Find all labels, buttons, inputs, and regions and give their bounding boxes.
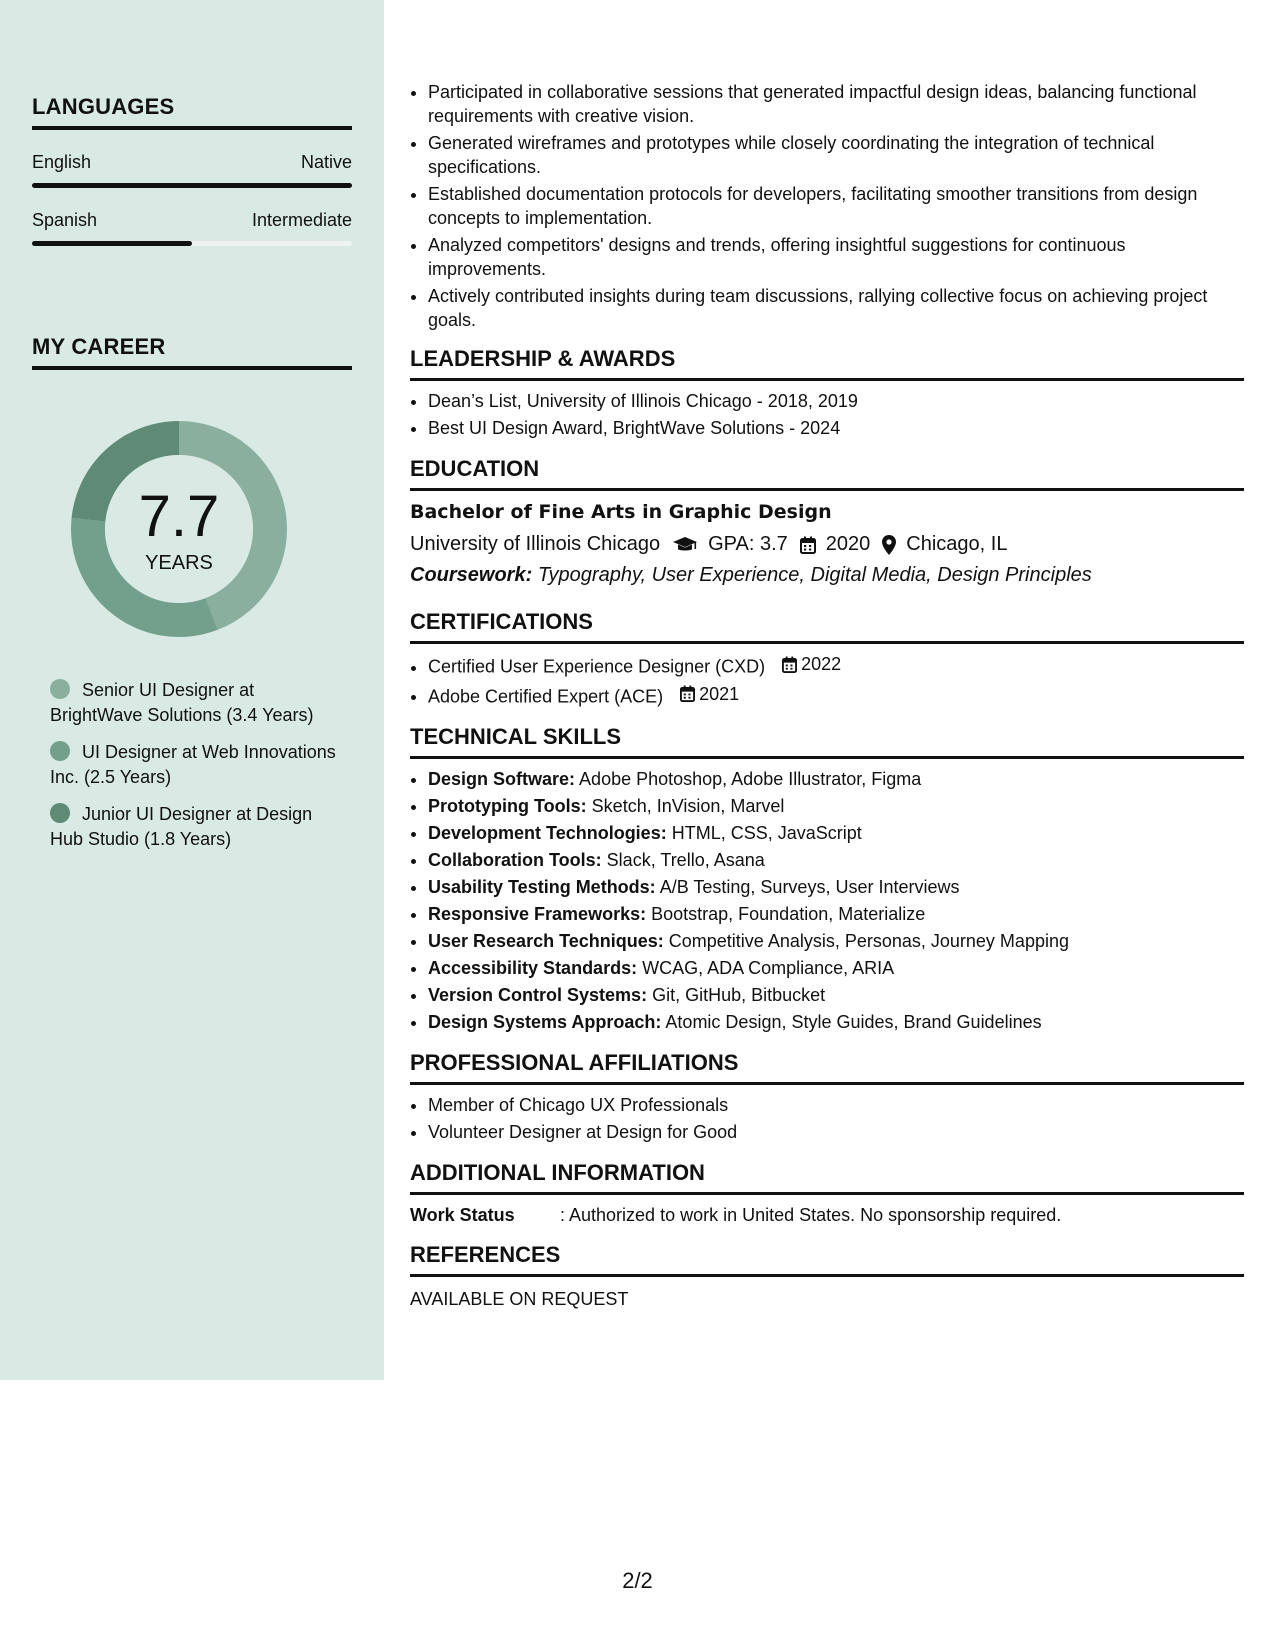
skill-label: Usability Testing Methods: [428,877,656,897]
skill-value: Atomic Design, Style Guides, Brand Guidelines [665,1012,1042,1032]
leadership-heading: LEADERSHIP & AWARDS [410,346,1244,381]
career-donut-chart [66,416,292,642]
language-level: Native [300,152,352,172]
experience-bullet: • Participated in collaborative sessions that generated impactful design ideas, balancing functional requirements with creative vision. [428,80,1244,128]
education-school: University of Illinois Chicago [410,533,661,555]
affiliations-heading: PROFESSIONAL AFFILIATIONS [410,1050,1244,1085]
certification-year: 2022 [801,654,842,674]
skill-label: Responsive Frameworks: [428,904,647,924]
affiliations-section [410,1050,1244,1144]
skills-section [410,724,1244,1034]
skill-value: Git, GitHub, Bitbucket [652,985,826,1005]
additional-info-section [410,1160,1244,1226]
career-legend-item [50,802,350,852]
language-level: Intermediate [251,210,352,230]
skill-value: Bootstrap, Foundation, Materialize [651,904,926,924]
main-content [410,80,1244,1310]
career-legend [50,678,350,864]
certification-name: Certified User Experience Designer (CXD) [428,656,766,677]
leadership-item: • Best UI Design Award, BrightWave Solutions - 2024 [428,416,1244,440]
references-section [410,1242,1244,1310]
location-pin-icon [882,535,896,555]
certification-item [428,652,1244,679]
career-legend-text: Junior UI Designer at Design Hub Studio (1.8 Years) [50,804,313,849]
education-gpa: GPA: 3.7 [708,533,788,555]
skill-item [428,1010,1244,1034]
career-total-unit: YEARS [145,551,213,574]
education-coursework [410,564,1244,587]
work-status-value: : Authorized to work in United States. No sponsorship required. [560,1205,1062,1225]
skills-heading: TECHNICAL SKILLS [410,724,1244,759]
career-legend-item [50,678,350,728]
affiliation-item: • Member of Chicago UX Professionals [428,1093,1244,1117]
language-proficiency-bar [32,241,352,246]
skill-label: Design Software: [428,769,576,789]
work-status-row [410,1205,1244,1226]
skill-label: Prototyping Tools: [428,796,587,816]
experience-bullet: • Established documentation protocols for developers, facilitating smoother transitions from design concepts to implementation. [428,182,1244,230]
legend-dot-icon [50,803,70,823]
career-heading: MY CAREER [32,334,352,370]
certifications-heading: CERTIFICATIONS [410,609,1244,644]
education-details [410,533,1244,556]
skill-label: Development Technologies: [428,823,667,843]
page-number: 2/2 [622,1568,653,1593]
skill-value: WCAG, ADA Compliance, ARIA [642,958,895,978]
certification-year: 2021 [699,683,740,704]
language-name: Spanish [32,210,98,230]
career-legend-item [50,740,350,790]
skill-label: Collaboration Tools: [428,850,602,870]
education-year: 2020 [825,533,871,555]
languages-section [32,94,352,246]
skill-label: Design Systems Approach: [428,1012,662,1032]
skill-label: Accessibility Standards: [428,958,638,978]
skill-value: HTML, CSS, JavaScript [671,823,862,843]
language-name: English [32,152,92,172]
coursework-label: Coursework: [410,564,533,586]
education-section [410,456,1244,587]
affiliation-item: • Volunteer Designer at Design for Good [428,1120,1244,1144]
skill-item [428,929,1244,953]
experience-bullet: • Generated wireframes and prototypes while closely coordinating the integration of technical specifications. [428,131,1244,179]
career-legend-text: Senior UI Designer at BrightWave Solutions (3.4 Years) [50,680,314,725]
career-legend-text: UI Designer at Web Innovations Inc. (2.5 Years) [50,742,336,787]
education-heading: EDUCATION [410,456,1244,491]
skill-label: User Research Techniques: [428,931,664,951]
skill-item [428,956,1244,980]
donut-center [66,416,292,642]
skill-item [428,794,1244,818]
skill-value: A/B Testing, Surveys, User Interviews [659,877,960,897]
language-item [32,210,352,246]
legend-dot-icon [50,741,70,761]
additional-info-heading: ADDITIONAL INFORMATION [410,1160,1244,1195]
skill-value: Slack, Trello, Asana [606,850,765,870]
experience-bullet: • Actively contributed insights during team discussions, rallying collective focus on achieving project goals. [428,284,1244,332]
language-proficiency-bar [32,183,352,188]
education-degree: Bachelor of Fine Arts in Graphic Design [410,501,832,523]
skill-label: Version Control Systems: [428,985,648,1005]
certification-name: Adobe Certified Expert (ACE) [428,686,664,706]
references-text: AVAILABLE ON REQUEST [410,1289,629,1309]
calendar-icon [680,685,695,702]
skill-item [428,902,1244,926]
coursework-value: Typography, User Experience, Digital Media, Design Principles [537,564,1092,586]
leadership-section [410,346,1244,440]
certifications-section [410,609,1244,708]
certification-item [428,682,1244,709]
skill-value: Competitive Analysis, Personas, Journey Mapping [668,931,1069,951]
calendar-icon [800,536,816,554]
references-heading: REFERENCES [410,1242,1244,1277]
education-location: Chicago, IL [906,533,1008,555]
language-proficiency-fill [32,241,192,246]
leadership-item: • Dean’s List, University of Illinois Chicago - 2018, 2019 [428,389,1244,413]
skill-value: Sketch, InVision, Marvel [591,796,785,816]
skill-item [428,821,1244,845]
graduation-cap-icon [672,536,698,554]
experience-bullets [410,80,1244,332]
sidebar [0,0,384,1380]
skill-item [428,983,1244,1007]
language-item [32,152,352,188]
skill-item [428,767,1244,791]
language-proficiency-fill [32,183,352,188]
legend-dot-icon [50,679,70,699]
calendar-icon [782,656,797,673]
skill-item [428,875,1244,899]
experience-bullet: • Analyzed competitors' designs and trends, offering insightful suggestions for continuous improvements. [428,233,1244,281]
skill-item [428,848,1244,872]
languages-heading: LANGUAGES [32,94,352,130]
career-section [32,334,352,370]
career-total-years: 7.7 [138,483,220,549]
work-status-label: Work Status [410,1205,515,1225]
skill-value: Adobe Photoshop, Adobe Illustrator, Figma [579,769,922,789]
